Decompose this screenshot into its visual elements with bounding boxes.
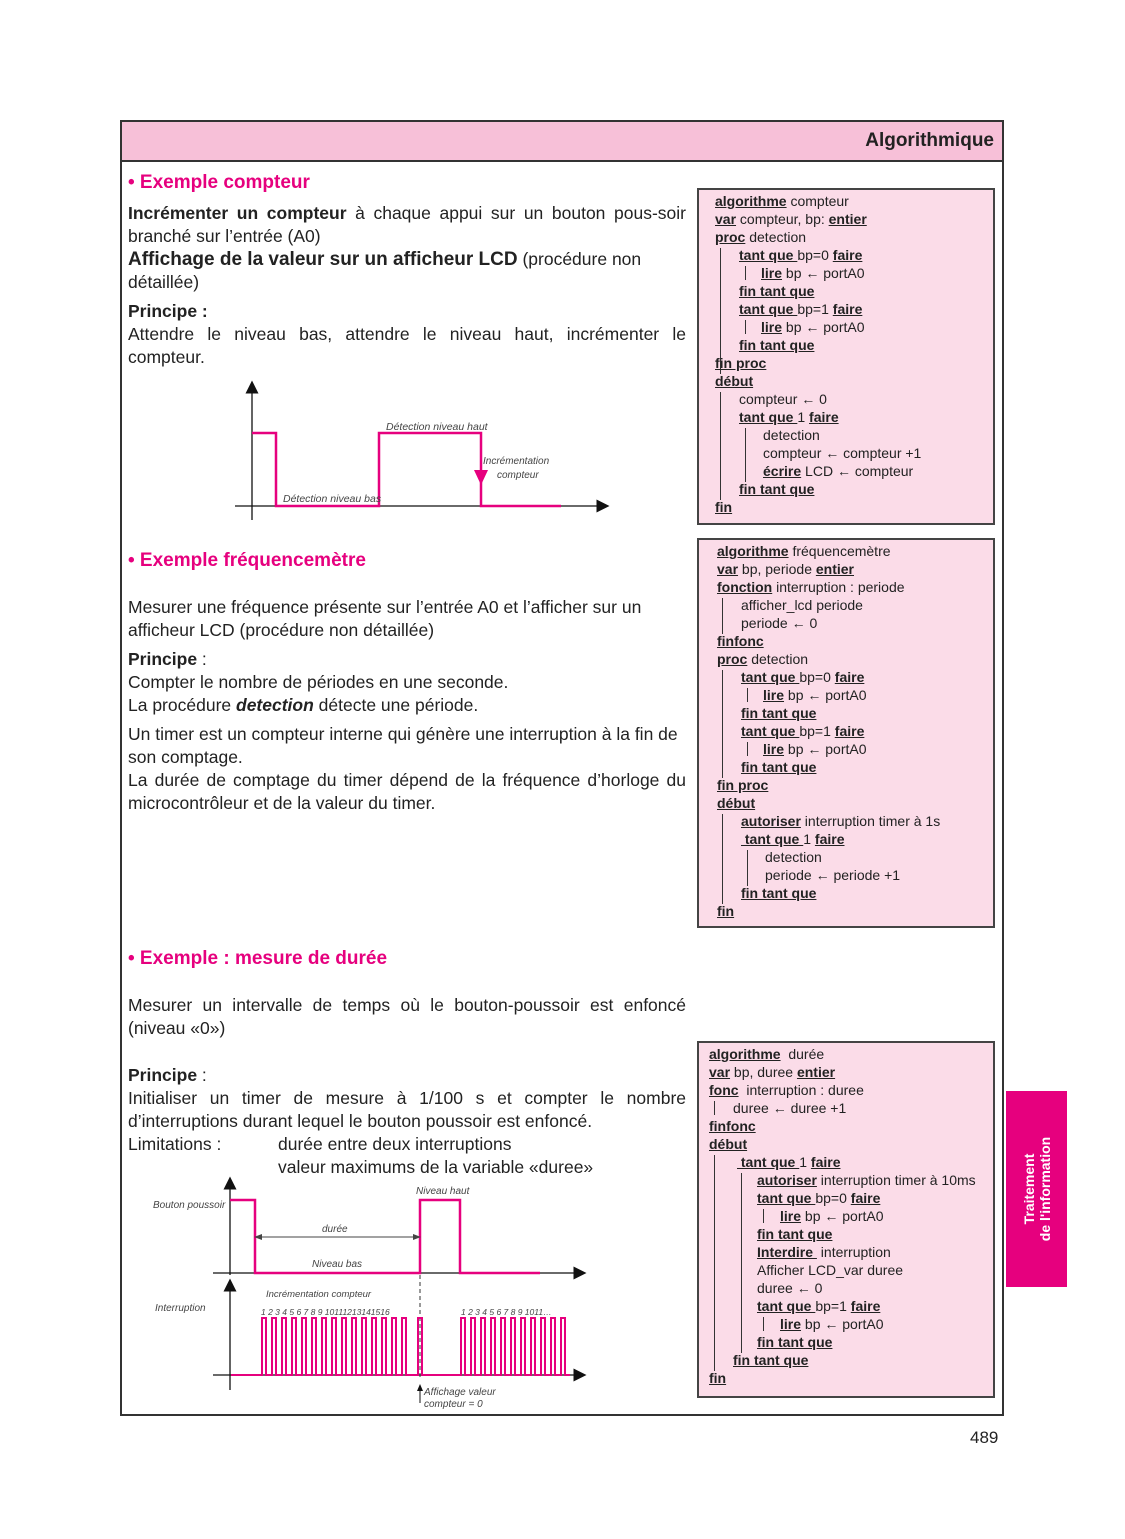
algo-line: duree ← duree +1 — [733, 1100, 847, 1116]
algo-line: compteur ← 0 — [739, 391, 827, 407]
algo-line: écrire LCD ← compteur — [763, 463, 914, 479]
text: à chaque appui sur un bouton pous-soir branché sur l’entrée (A0) — [128, 203, 686, 246]
algo-line: var compteur, bp: entier — [715, 211, 867, 227]
page-header — [122, 122, 1002, 162]
section-title-frequencemetre: • Exemple fréquencemètre — [128, 550, 366, 571]
algo-line: fin tant que — [739, 481, 815, 497]
label-incrementation-compteur: Incrémentation compteur — [266, 1289, 372, 1300]
bold-text: Affichage de la valeur sur un afficheur LCD — [128, 249, 518, 270]
algo-line: proc detection — [715, 229, 807, 245]
algo-line: tant que 1 faire — [741, 831, 845, 847]
text: La procédure — [128, 695, 236, 715]
algo-line: finfonc — [717, 633, 764, 649]
algo-line: algorithme durée — [709, 1046, 825, 1062]
chapter-side-tab — [1006, 1091, 1067, 1287]
label-niveau-haut: Niveau haut — [416, 1186, 470, 1197]
algo-line: tant que bp=1 faire — [741, 723, 865, 739]
algo-line: var bp, duree entier — [709, 1064, 836, 1080]
principe-text: Attendre le niveau bas, attendre le niveau haut, incrémenter le compteur. — [128, 324, 686, 367]
algo-line: fin tant que — [741, 759, 817, 775]
page-title: Algorithmique — [865, 130, 994, 151]
principe-label: Principe — [128, 649, 198, 669]
algo-line: fin — [717, 903, 735, 919]
text: valeur maximums de la variable «duree» — [278, 1157, 594, 1177]
label-interruption: Interruption — [155, 1303, 206, 1314]
algo-line: afficher_lcd periode — [741, 597, 863, 613]
algo-line: fin — [709, 1370, 727, 1386]
text: Compter le nombre de périodes en une seconde. — [128, 672, 509, 692]
algo-line: début — [709, 1136, 748, 1152]
algo-line: algorithme fréquencemètre — [717, 543, 891, 559]
algorithm-box-frequencemetre — [697, 538, 995, 928]
algo-line: Afficher LCD_var duree — [757, 1262, 904, 1278]
text: : — [197, 1065, 207, 1085]
algo-line: fonc interruption : duree — [709, 1082, 864, 1098]
bold-text: Incrémenter un compteur — [128, 203, 347, 223]
algo-line: lire bp ← portA0 — [761, 319, 865, 335]
timing-diagram-compteur — [225, 375, 615, 525]
text: Un timer est un compteur interne qui génère une interruption à la fin de son comptage. — [128, 724, 678, 767]
algo-line: fin proc — [715, 355, 767, 371]
algo-line: fin tant que — [733, 1352, 809, 1368]
algo-line: tant que 1 faire — [737, 1154, 841, 1170]
page-number: 489 — [970, 1428, 999, 1447]
algo-line: detection — [763, 427, 820, 443]
algo-line: fin tant que — [757, 1334, 833, 1350]
algo-line: fin tant que — [741, 705, 817, 721]
counts-second: 1 2 3 4 5 6 7 8 9 1011… — [461, 1307, 552, 1317]
algo-line: tant que bp=0 faire — [739, 247, 863, 263]
algo-line: fin tant que — [739, 283, 815, 299]
text: détecte une période. — [313, 695, 479, 715]
text: Initialiser un timer de mesure à 1/100 s et compter le nombre d’interruptions durant lequel le bouton poussoir est enfoncé. — [128, 1088, 686, 1131]
principe-label: Principe — [128, 1065, 198, 1085]
label-incrementation: Incrémentation — [483, 456, 550, 467]
limitations-label: Limitations : — [128, 1134, 222, 1154]
algo-line: lire bp ← portA0 — [761, 265, 865, 281]
chapter-tab-label: Traitement de l'information — [1020, 1136, 1053, 1242]
label-compteur: compteur — [497, 470, 539, 481]
algo-line: fin tant que — [757, 1226, 833, 1242]
algo-line: compteur ← compteur +1 — [763, 445, 922, 461]
algo-line: autoriser interruption timer à 1s — [741, 813, 941, 829]
label-duree: durée — [322, 1224, 348, 1235]
algo-line: tant que bp=0 faire — [741, 669, 865, 685]
label-bouton-poussoir: Bouton poussoir — [153, 1200, 226, 1211]
algo-line: début — [717, 795, 756, 811]
algo-line: autoriser interruption timer à 10ms — [757, 1172, 976, 1188]
algo-line: duree ← 0 — [757, 1280, 823, 1296]
algo-line: début — [715, 373, 754, 389]
text: Mesurer une fréquence présente sur l’entrée A0 et l’afficher sur un afficheur LCD (procédure non détaillée) — [128, 597, 642, 640]
algo-line: periode ← periode +1 — [765, 867, 901, 883]
algo-line: lire bp ← portA0 — [763, 741, 867, 757]
algo-line: periode ← 0 — [741, 615, 818, 631]
algo-line: detection — [765, 849, 822, 865]
algo-line: fin proc — [717, 777, 769, 793]
text: : — [197, 649, 207, 669]
text: (procédure non détaillée) — [128, 249, 642, 292]
algo-line: lire bp ← portA0 — [780, 1316, 884, 1332]
label-detection-haut: Détection niveau haut — [386, 421, 488, 433]
section-title-duree: • Exemple : mesure de durée — [128, 948, 388, 969]
label-compteur-zero: compteur = 0 — [424, 1399, 483, 1410]
principe-label: Principe : — [128, 301, 208, 321]
algorithm-box-compteur — [697, 188, 995, 525]
text: La durée de comptage du timer dépend de la fréquence d’horloge du microcontrôleur et de la valeur du timer. — [128, 770, 686, 813]
section-frequencemetre-text — [128, 596, 686, 815]
label-affichage-valeur: Affichage valeur — [424, 1387, 496, 1398]
counts-first: 1 2 3 4 5 6 7 8 9 10111213141516 — [261, 1307, 390, 1317]
algo-line: fin — [715, 499, 733, 515]
algo-line: proc detection — [717, 651, 809, 667]
label-niveau-bas: Niveau bas — [312, 1259, 363, 1270]
algo-line: fonction interruption : periode — [717, 579, 905, 595]
algo-line: tant que bp=1 faire — [739, 301, 863, 317]
algo-line: tant que bp=0 faire — [757, 1190, 881, 1206]
text: Mesurer un intervalle de temps où le bouton-poussoir est enfoncé (niveau «0») — [128, 995, 686, 1038]
algo-line: fin tant que — [739, 337, 815, 353]
algo-line: algorithme compteur — [715, 193, 849, 209]
section-duree-text — [128, 994, 686, 1179]
algo-line: tant que bp=1 faire — [757, 1298, 881, 1314]
algorithm-box-duree — [697, 1041, 995, 1398]
algo-line: lire bp ← portA0 — [763, 687, 867, 703]
section-compteur-text — [128, 202, 686, 369]
timing-diagram-duree — [140, 1175, 600, 1415]
algo-line: tant que 1 faire — [739, 409, 839, 425]
text: durée entre deux interruptions — [278, 1134, 512, 1154]
algo-line: finfonc — [709, 1118, 756, 1134]
algo-line: lire bp ← portA0 — [780, 1208, 884, 1224]
algo-line: fin tant que — [741, 885, 817, 901]
emphasis-text: detection — [236, 695, 314, 715]
algo-line: var bp, periode entier — [717, 561, 854, 577]
algo-line: Interdire interruption — [757, 1244, 891, 1260]
section-title-compteur: • Exemple compteur — [128, 172, 310, 193]
label-detection-bas: Détection niveau bas — [283, 493, 382, 505]
